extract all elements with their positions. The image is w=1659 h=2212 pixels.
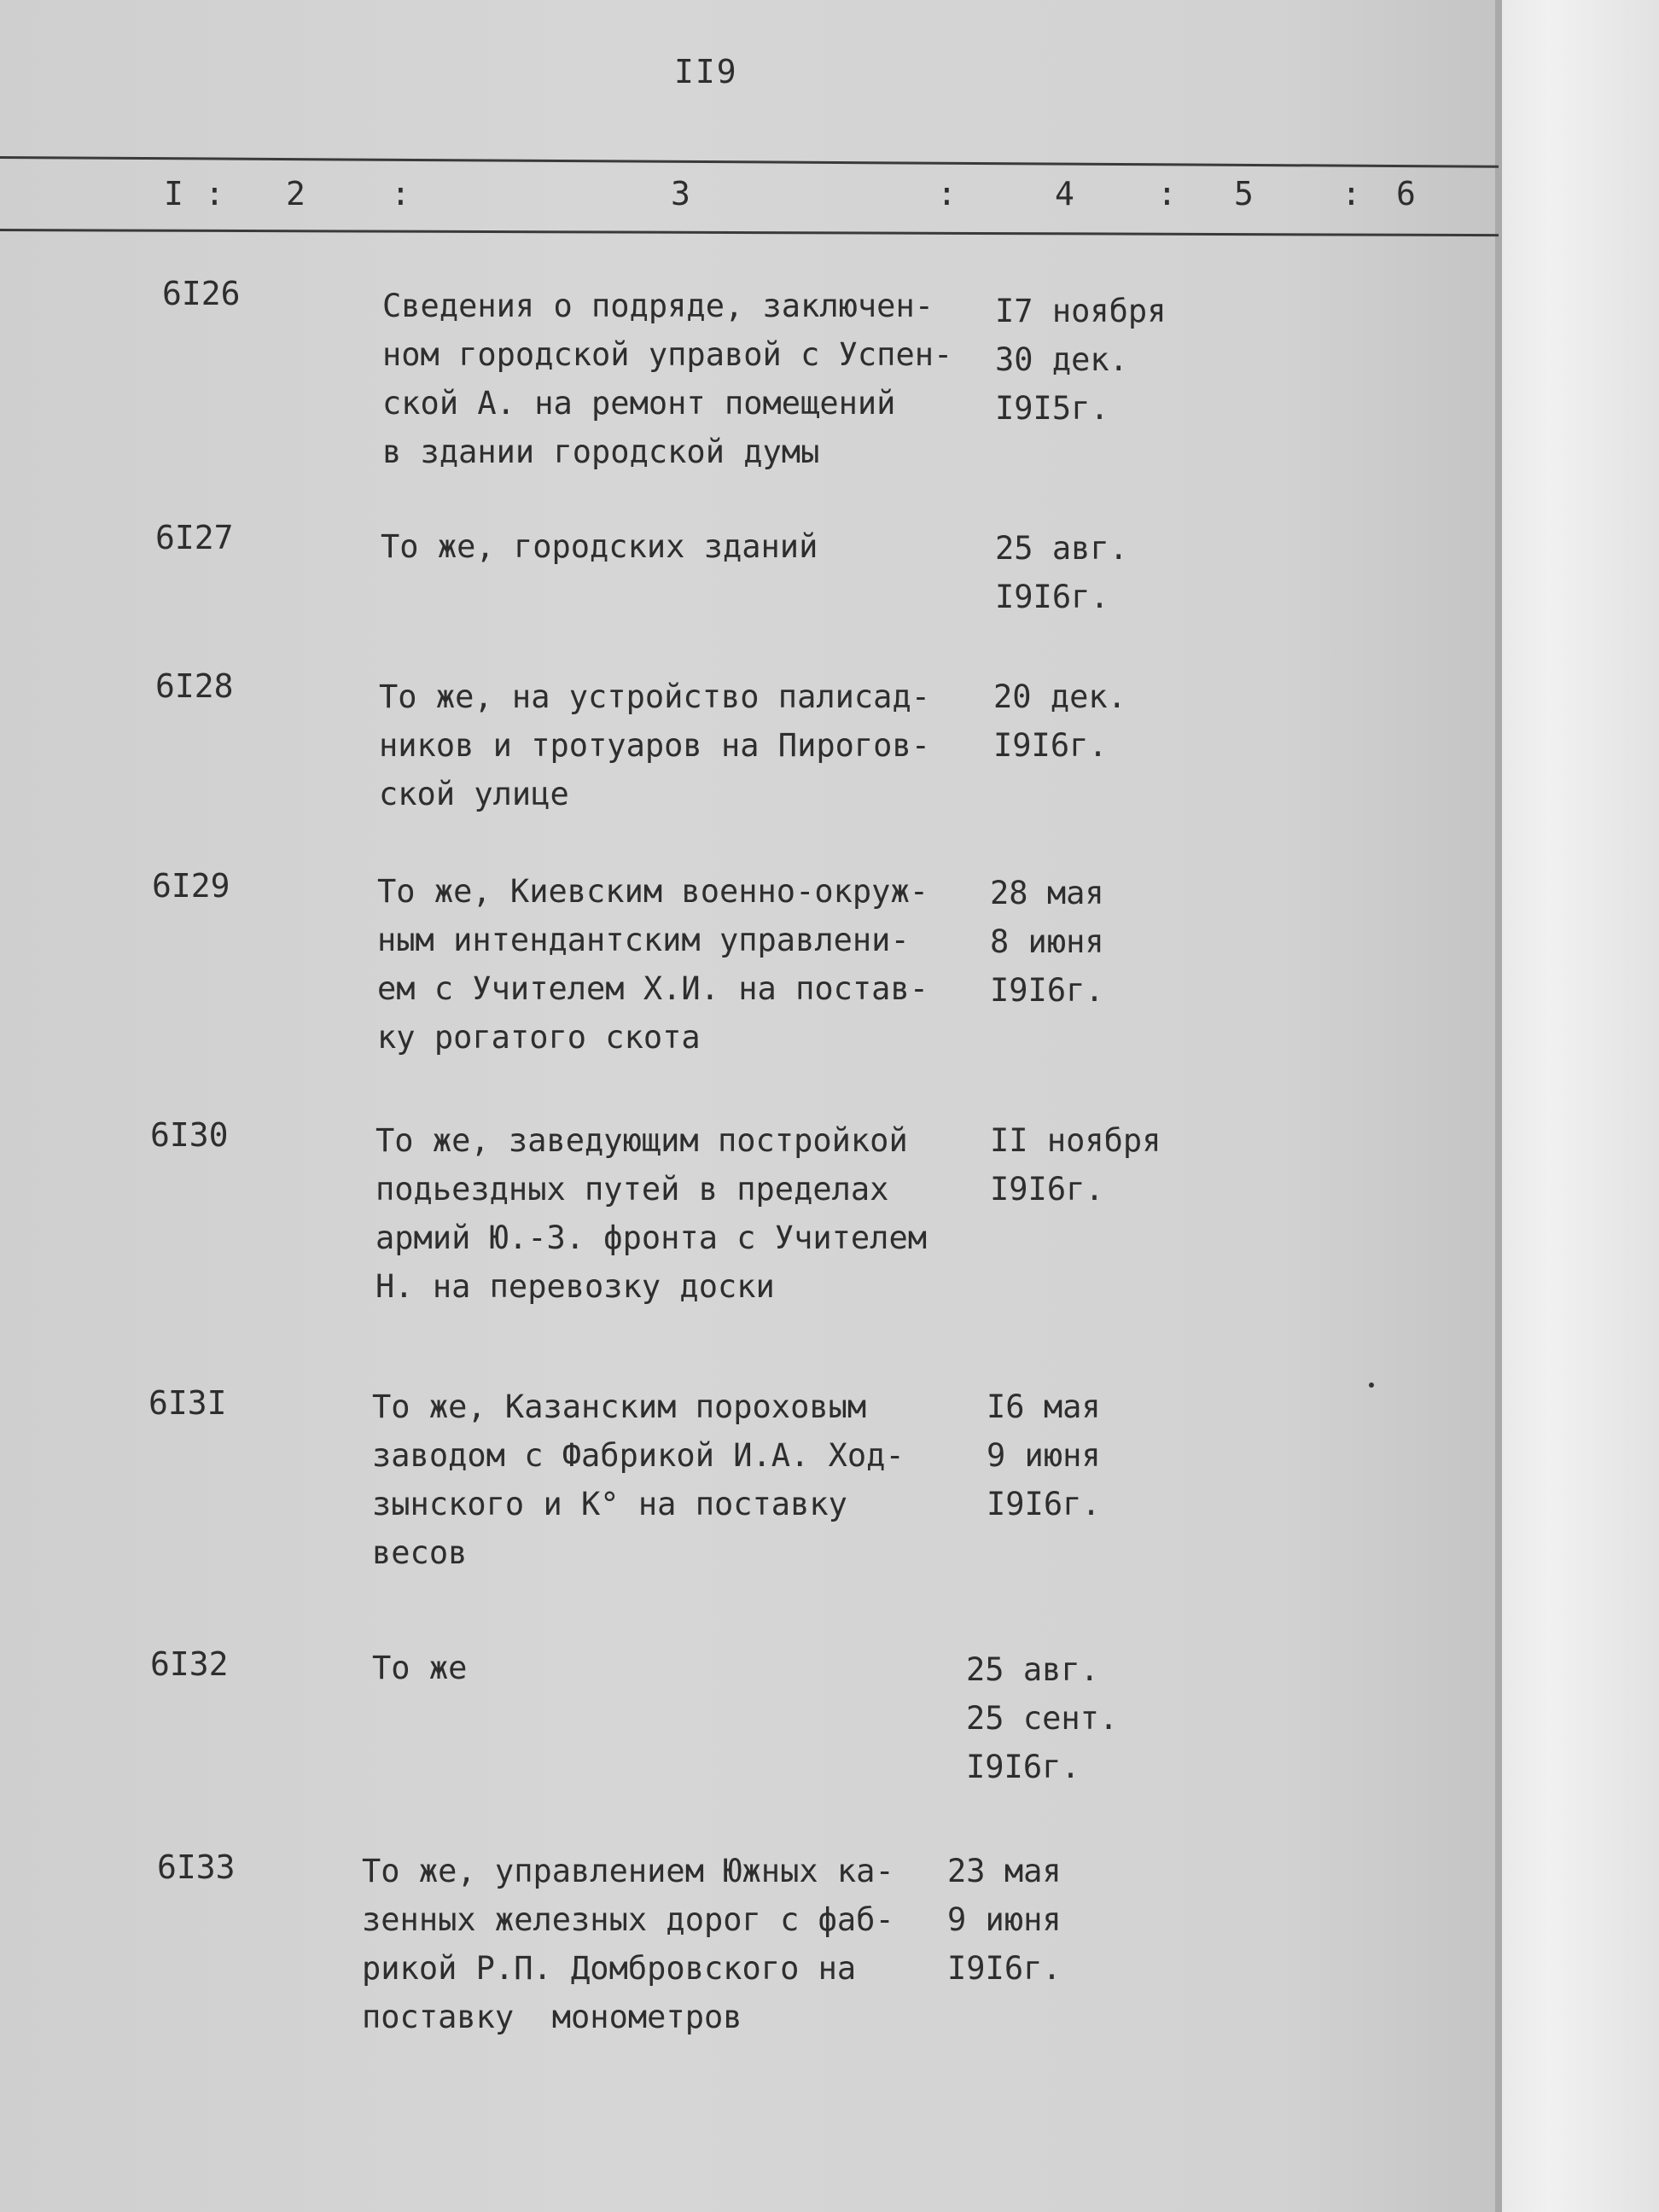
description-line: То же, на устройство палисад- — [379, 678, 931, 715]
entry-dates — [993, 672, 1126, 770]
date-line: I7 ноября — [995, 293, 1167, 329]
description-line: То же, Киевским военно-окруж- — [377, 873, 929, 910]
entry-description — [377, 867, 928, 1062]
date-line: I9I6г. — [990, 972, 1104, 1009]
date-line: 25 сент. — [966, 1700, 1119, 1737]
entry-description — [382, 282, 952, 476]
date-line: I9I6г. — [993, 727, 1108, 764]
description-line: То же, городских зданий — [381, 528, 818, 565]
date-line: I6 мая — [987, 1388, 1101, 1425]
description-line: подьездных путей в пределах — [375, 1171, 889, 1208]
entry-number: 6I32 — [150, 1645, 229, 1683]
column-header-5: 5 — [1234, 175, 1254, 212]
description-line: весов — [372, 1534, 468, 1571]
entry-description — [381, 522, 818, 571]
entry-dates — [947, 1847, 1062, 1993]
entry-number: 6I3I — [148, 1384, 227, 1422]
description-line: поставку монометров — [362, 1999, 742, 2035]
entry-number: 6I28 — [155, 667, 234, 705]
entry-description — [379, 672, 930, 818]
description-line: ном городской управой с Успен- — [382, 336, 953, 373]
description-line: ем с Учителем Х.И. на постав- — [377, 970, 929, 1007]
date-line: 23 мая — [947, 1853, 1062, 1889]
date-line: I9I6г. — [947, 1950, 1062, 1987]
entry-dates — [995, 287, 1166, 433]
date-line: 25 авг. — [966, 1651, 1099, 1688]
description-line: Н. на перевозку доски — [375, 1268, 775, 1305]
column-header-separator: : — [1157, 175, 1177, 212]
date-line: 8 июня — [990, 923, 1104, 960]
description-line: армий Ю.-З. фронта с Учителем — [375, 1220, 928, 1256]
date-line: 9 июня — [987, 1437, 1101, 1474]
date-line: I9I6г. — [987, 1486, 1101, 1522]
entry-description — [375, 1116, 927, 1311]
date-line: I9I6г. — [990, 1171, 1104, 1208]
entry-dates — [987, 1382, 1101, 1528]
entry-number: 6I27 — [155, 519, 234, 556]
entry-dates — [990, 1116, 1161, 1214]
page-edge-shadow — [1495, 0, 1502, 2212]
entry-number: 6I30 — [150, 1116, 229, 1154]
description-line: в здании городской думы — [382, 434, 820, 470]
description-line: рикой Р.П. Домбровского на — [362, 1950, 857, 1987]
description-line: зынского и К° на поставку — [372, 1486, 847, 1522]
date-line: I9I6г. — [966, 1749, 1080, 1785]
description-line: заводом с Фабрикой И.А. Ход- — [372, 1437, 905, 1474]
entry-dates — [966, 1645, 1118, 1791]
column-header-2: 2 — [286, 175, 306, 212]
date-line: I9I5г. — [995, 390, 1109, 427]
column-header-separator: : — [937, 175, 957, 212]
description-line: ным интендантским управлени- — [377, 922, 910, 958]
entry-number: 6I29 — [152, 867, 230, 905]
date-line: 28 мая — [990, 875, 1104, 911]
column-header-6: 6 — [1396, 175, 1416, 212]
column-header-separator: : — [205, 175, 224, 212]
date-line: II ноября — [990, 1122, 1161, 1159]
entry-description — [372, 1644, 467, 1692]
description-line: ку рогатого скота — [377, 1019, 701, 1056]
description-line: ской А. на ремонт помещений — [382, 385, 896, 422]
page-number: II9 — [674, 53, 738, 90]
description-line: То же, заведующим постройкой — [375, 1122, 908, 1159]
description-line: ников и тротуаров на Пирогов- — [379, 727, 931, 764]
description-line: ской улице — [379, 776, 569, 812]
entry-dates — [995, 524, 1128, 621]
page-edge-margin — [1502, 0, 1659, 2212]
date-line: 20 дек. — [993, 678, 1126, 715]
description-line: То же, Казанским пороховым — [372, 1388, 867, 1425]
paper-speck — [1369, 1382, 1374, 1388]
date-line: 25 авг. — [995, 530, 1128, 567]
entry-number: 6I26 — [162, 275, 241, 312]
date-line: 9 июня — [947, 1901, 1062, 1938]
date-line: 30 дек. — [995, 341, 1128, 378]
description-line: Сведения о подряде, заключен- — [382, 288, 934, 324]
column-header-3: 3 — [671, 175, 690, 212]
entry-description — [372, 1382, 905, 1577]
description-line: зенных железных дорог с фаб- — [362, 1901, 894, 1938]
column-header-1: I — [164, 175, 183, 212]
column-header-separator: : — [391, 175, 410, 212]
entry-number: 6I33 — [157, 1848, 236, 1886]
date-line: I9I6г. — [995, 579, 1109, 615]
column-header-4: 4 — [1055, 175, 1074, 212]
description-line: То же — [372, 1650, 468, 1686]
entry-dates — [990, 869, 1104, 1015]
column-header-separator: : — [1342, 175, 1361, 212]
entry-description — [362, 1847, 894, 2041]
description-line: То же, управлением Южных ка- — [362, 1853, 894, 1889]
